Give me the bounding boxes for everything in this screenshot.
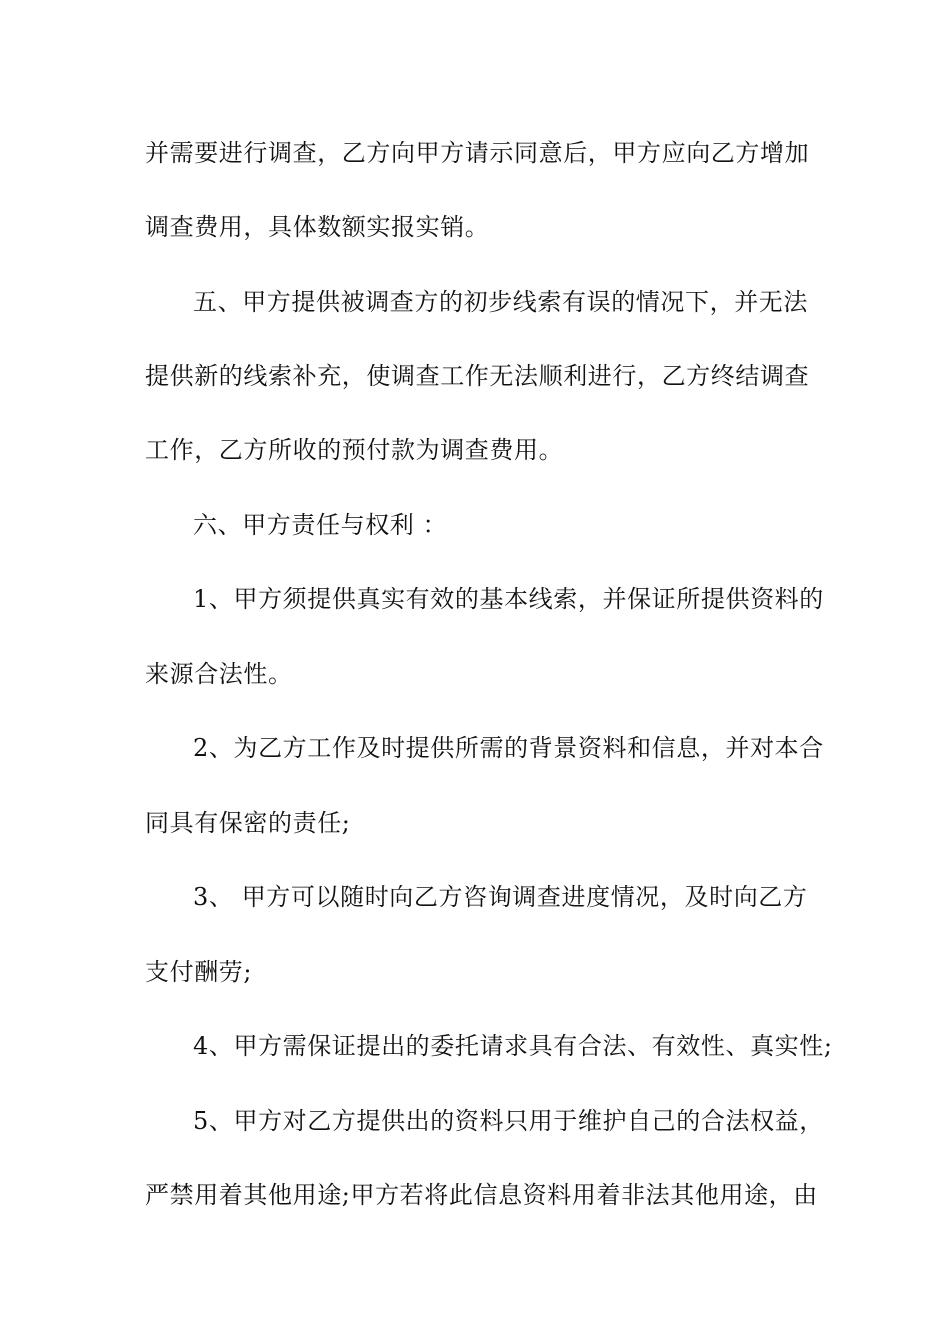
list-item-line: 5、甲方对乙方提供出的资料只用于维护自己的合法权益，	[193, 1107, 824, 1135]
paragraph-line: 提供新的线索补充，使调查工作无法顺利进行，乙方终结调查	[145, 362, 810, 390]
paragraph-line: 调查费用，具体数额实报实销。	[145, 213, 490, 241]
list-item-line: 支付酬劳;	[145, 958, 253, 986]
section-heading: 六、甲方责任与权利 ：	[193, 511, 448, 539]
list-item-line: 3、 甲方可以随时向乙方咨询调查进度情况，及时向乙方	[193, 883, 808, 911]
list-item-line: 严禁用着其他用途;甲方若将此信息资料用着非法其他用途，由	[145, 1181, 818, 1209]
paragraph-line: 并需要进行调查，乙方向甲方请示同意后，甲方应向乙方增加	[145, 139, 810, 167]
list-item-line: 来源合法性。	[145, 660, 293, 688]
list-item-line: 1、甲方须提供真实有效的基本线索，并保证所提供资料的	[193, 585, 824, 613]
paragraph-line: 五、甲方提供被调查方的初步线索有误的情况下，并无法	[193, 288, 808, 316]
list-item-line: 4、甲方需保证提出的委托请求具有合法、有效性、真实性;	[193, 1032, 833, 1060]
paragraph-line: 工作，乙方所收的预付款为调查费用。	[145, 436, 564, 464]
list-item-line: 同具有保密的责任;	[145, 809, 351, 837]
list-item-line: 2、为乙方工作及时提供所需的背景资料和信息，并对本合	[193, 734, 824, 762]
